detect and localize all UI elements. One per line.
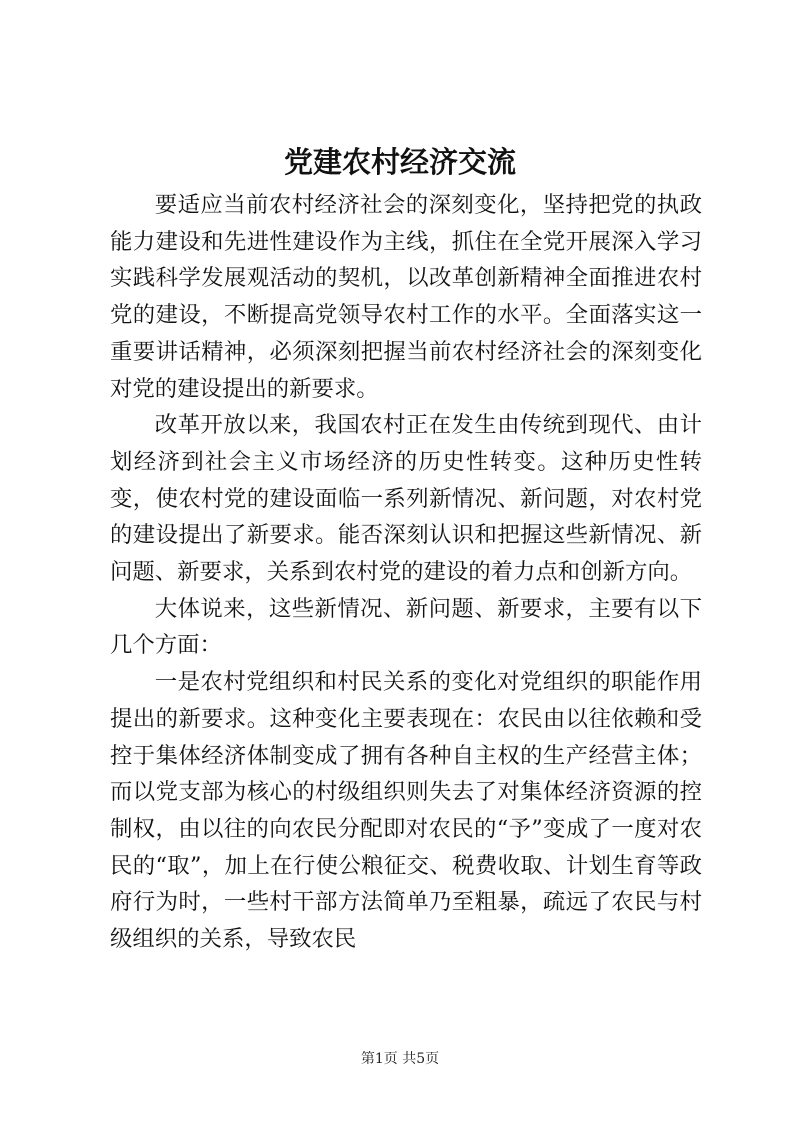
paragraph: 改革开放以来，我国农村正在发生由传统到现代、由计划经济到社会主义市场经济的历史性转变。这种历史性转变，使农村党的建设面临一系列新情况、新问题，对农村党的建设提出了新要求。能否深刻认识和把握这些新情况、新问题、新要求，关系到农村党的建设的着力点和创新方向。 <box>110 412 702 586</box>
paragraph: 要适应当前农村经济社会的深刻变化，坚持把党的执政能力建设和先进性建设作为主线，抓住在全党开展深入学习实践科学发展观活动的契机，以改革创新精神全面推进农村党的建设，不断提高党领导农村工作的水平。全面落实这一重要讲话精神，必须深刻把握当前农村经济社会的深刻变化对党的建设提出的新要求。 <box>110 192 702 402</box>
document-body <box>110 187 702 958</box>
paragraph: 一是农村党组织和村民关系的变化对党组织的职能作用提出的新要求。这种变化主要表现在：农民由以往依赖和受控于集体经济体制变成了拥有各种自主权的生产经营主体；而以党支部为核心的村级组织则失去了对集体经济资源的控制权，由以往的向农民分配即对农民的“予”变成了一度对农民的“取”，加上在行使公粮征交、税费收取、计划生育等政府行为时，一些村干部方法简单乃至粗暴，疏远了农民与村级组织的关系，导致农民 <box>110 669 702 953</box>
page-number-footer: 第1页 共5页 <box>360 1051 440 1067</box>
document-title: 党建农村经济交流 <box>283 145 516 179</box>
paragraph: 大体说来，这些新情况、新问题、新要求，主要有以下几个方面： <box>110 595 702 659</box>
